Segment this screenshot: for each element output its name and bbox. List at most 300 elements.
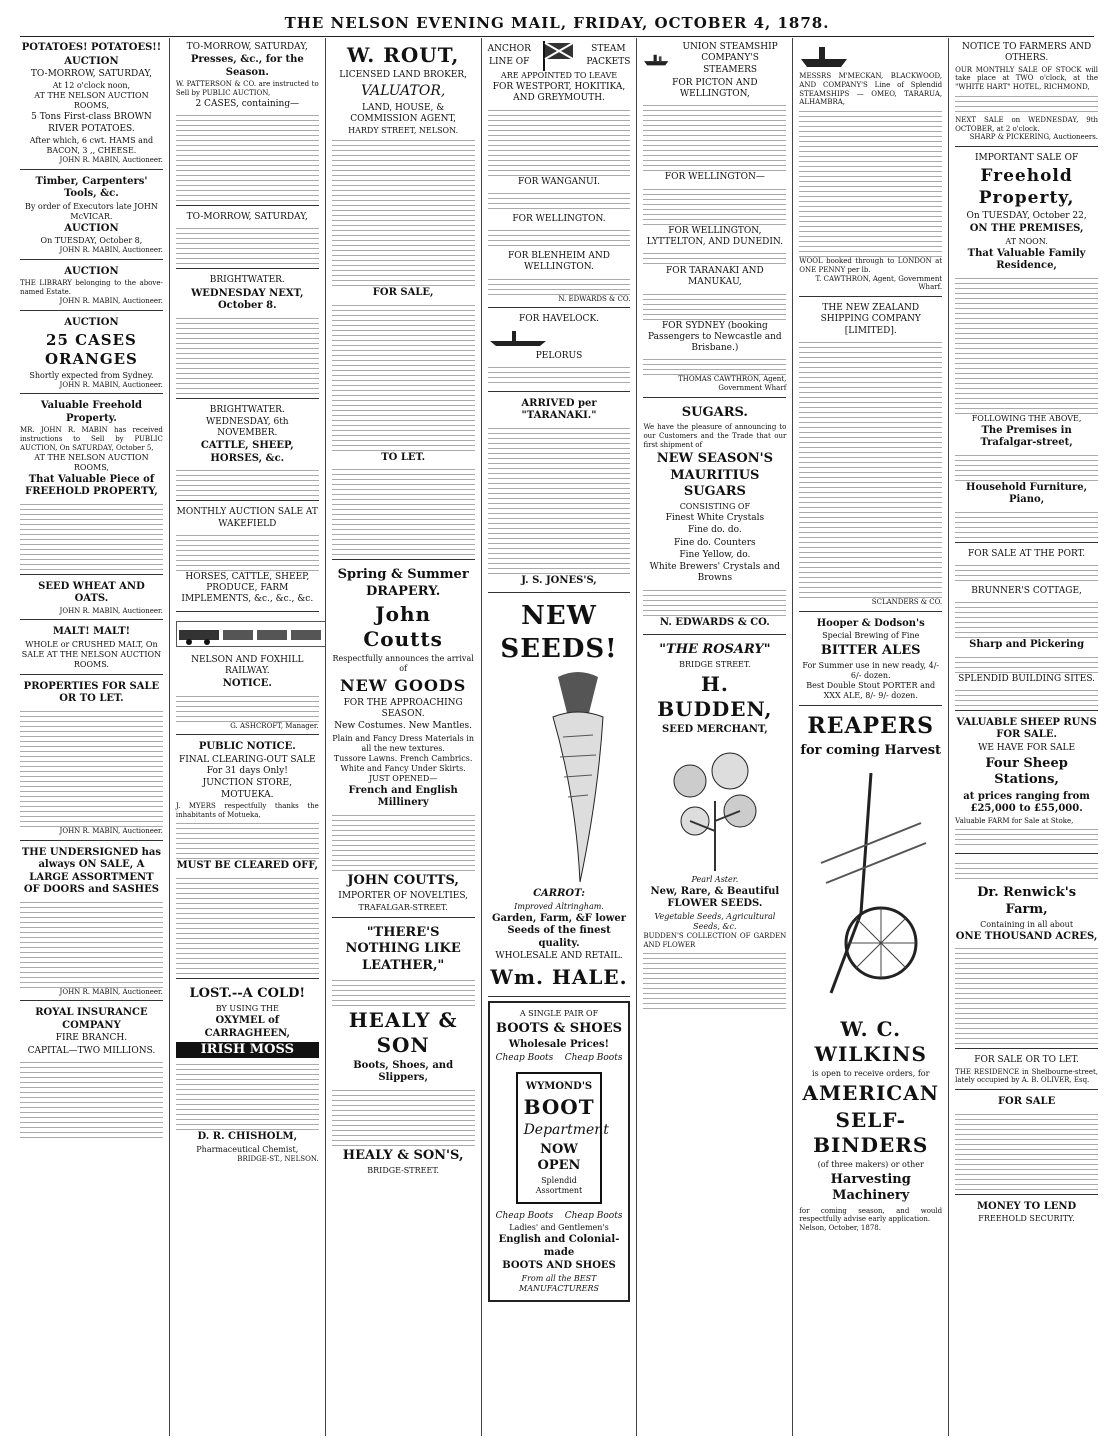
ad-filler-text (20, 707, 163, 827)
ad-subhead: FIRE BRANCH. (55, 1033, 128, 1044)
ad-subhead: ONE THOUSAND ACRES, (955, 930, 1098, 942)
ad-body: BY USING THE (215, 1004, 279, 1013)
ad-subhead: FREEHOLD SECURITY. (978, 1214, 1075, 1223)
ad-headline: BRIGHTWATER. (209, 404, 285, 415)
ad-subhead: The Premises in Trafalgar-street, (980, 424, 1073, 448)
ad-brightwater-nov (176, 401, 319, 502)
ad-body: is open to receive orders, for (812, 1069, 930, 1078)
ad-filler-text (955, 508, 1098, 538)
ad-headline: WYMOND'S (525, 1080, 593, 1092)
ad-date: TO-MORROW, SATURDAY, (186, 42, 308, 52)
ad-subhead: FOR THE APPROACHING SEASON. (343, 697, 463, 719)
ad-filler-text (176, 531, 319, 571)
ad-headline: John Coutts (363, 601, 443, 651)
ad-subhead: Boots, Shoes, and Slippers, (353, 1059, 454, 1084)
ad-headline: Four Sheep Stations, (985, 756, 1068, 788)
column-6 (793, 38, 949, 1436)
ad-subhead: ON THE PREMISES, (969, 223, 1084, 234)
ad-filler-text (332, 136, 475, 286)
ad-headline: ARRIVED per "TARANAKI." (521, 397, 597, 422)
ad-presses (176, 38, 319, 206)
ad-address: BRIDGE-STREET. (367, 1166, 440, 1175)
ad-headline: "THERE'S NOTHING LIKE LEATHER," (345, 925, 461, 973)
ad-subhead: PELORUS (535, 350, 583, 361)
ad-line: Plain and Fancy Dress Materials in all the new textures. (332, 733, 475, 753)
ad-union-steamship (643, 38, 786, 398)
ad-filler-text (955, 686, 1098, 706)
ad-body: ARE APPOINTED TO LEAVE (500, 71, 618, 80)
ad-port-sale (955, 545, 1098, 711)
ad-headline: PROPERTIES FOR SALE OR TO LET. (23, 680, 160, 705)
ad-body: MR. JOHN R. MABIN has received instructions to Sell by PUBLIC AUCTION, On SATURDAY, October 5, (20, 426, 163, 452)
ad-headline: NOTICE TO FARMERS AND OTHERS. (961, 42, 1092, 64)
ad-subhead: AUCTION (64, 55, 119, 67)
ad-headline: STEAM (591, 44, 626, 55)
ad-subhead: OXYMEL of CARRAGHEEN, (204, 1015, 290, 1039)
ad-filler-text (955, 653, 1098, 673)
ad-filler-text (643, 185, 786, 225)
ad-filler-text (176, 314, 319, 394)
steamship-icon (643, 45, 669, 73)
ad-signer: J. S. JONES'S, (521, 574, 597, 586)
ad-line: New Costumes. New Mantles. (334, 721, 473, 732)
ad-body: Valuable FARM for Sale at Stoke, (955, 816, 1074, 825)
ad-headline: W. C. WILKINS (814, 1017, 927, 1066)
ad-subhead: AUCTION (64, 316, 119, 328)
ad-cheap-boots: Cheap Boots (564, 1211, 623, 1221)
ad-headline: BITTER ALES (820, 643, 921, 658)
ad-signer: JOHN R. MABIN, Auctioneer. (59, 987, 163, 996)
ad-headline: MESSRS M'MECKAN, BLACKWOOD, AND COMPANY'S Line of Splendid STEAMSHIPS — OMEO, TARARUA, ALHAMBRA, (799, 72, 943, 107)
ad-filler-text (176, 819, 319, 859)
ad-subhead: HORSES, CATTLE, SHEEP, PRODUCE, FARM IMPLEMENTS, &c., &c., &c. (181, 571, 314, 605)
ad-body: FOLLOWING THE ABOVE, (971, 413, 1082, 423)
ad-subhead: VALUATOR, (360, 83, 446, 100)
ad-caption: Pearl Aster. (691, 874, 739, 884)
ad-body: THE LIBRARY belonging to the above-named Estate. (20, 279, 163, 296)
ad-address: BRIDGE-ST., NELSON. (237, 1154, 319, 1163)
ad-headline: Valuable Freehold Property. (40, 400, 142, 424)
ad-wakefield (176, 503, 319, 611)
ad-headline: THE NEW ZEALAND SHIPPING COMPANY [LIMITED]. (820, 303, 921, 336)
ad-nz-shipping (799, 299, 942, 612)
ad-headline: Hooper & Dodson's (816, 617, 925, 629)
ad-subhead: FOR WELLINGTON, LYTTELTON, AND DUNEDIN. (646, 225, 784, 247)
ad-seeds (488, 595, 631, 996)
ad-caption: Improved Altringham. (514, 901, 604, 911)
ad-headline: UNION STEAMSHIP COMPANY'S STEAMERS (682, 42, 778, 75)
ad-filler-text (955, 944, 1098, 1044)
ad-body: CONSISTING OF (679, 502, 751, 511)
ad-subhead: BRUNNER'S COTTAGE, (971, 585, 1082, 596)
ad-signer: N. EDWARDS & CO. (659, 616, 770, 628)
ad-signer: SHARP & PICKERING, Auctioneers. (969, 133, 1099, 142)
ad-body: for coming season, and would respectfully advise early application. (799, 1206, 943, 1224)
ad-saddle (176, 208, 319, 269)
ad-subhead: FOR WELLINGTON. (512, 213, 606, 224)
ad-reapers (799, 708, 942, 1237)
ad-headline: NEW SEEDS! (500, 601, 618, 664)
ad-filler-text (955, 825, 1098, 849)
ad-date: WEDNESDAY NEXT, October 8. (191, 287, 304, 311)
ad-body: From all the BEST MANUFACTURERS (519, 1273, 599, 1293)
ad-address: TRAFALGAR-STREET. (358, 903, 448, 912)
ad-hooper (799, 614, 942, 707)
ad-body: WOOL booked through to LONDON at ONE PENNY per lb. (799, 257, 943, 274)
ad-filler-text (176, 692, 319, 722)
ad-filler-text (176, 224, 319, 264)
ad-subhead: AUCTION (64, 222, 119, 234)
ad-subhead: TO LET. (381, 451, 426, 463)
ad-subhead: Department (523, 1122, 609, 1138)
ad-headline: FOR SALE OR TO LET. (974, 1055, 1079, 1066)
ad-body: We have the pleasure of announcing to our Customers and the Trade that our first shipment of (643, 423, 787, 449)
ad-money (955, 1197, 1098, 1229)
ad-headline: "THE ROSARY" (659, 642, 771, 657)
ad-anchor-line (488, 38, 631, 308)
ad-date: Nelson, October, 1878. (799, 1224, 881, 1232)
ad-body: Splendid Assortment (535, 1176, 583, 1195)
ad-headline: Spring & Summer DRAPERY. (337, 567, 469, 599)
ad-headline: BOOT (523, 1095, 595, 1119)
ad-subhead: Garden, Farm, &F lower Seeds of the finest quality. (491, 912, 627, 949)
ad-filler-text (20, 1058, 163, 1138)
ad-subhead: FOR SALE, (372, 287, 434, 299)
columns (14, 38, 1104, 1436)
ad-address: BRIDGE STREET. (679, 660, 751, 670)
ad-headline: AMERICAN (802, 1081, 940, 1105)
ad-headline: MALT! MALT! (52, 626, 131, 638)
ad-subhead: NEW GOODS (339, 675, 467, 695)
ad-subhead: FOR TARANAKI AND MANUKAU, (666, 266, 764, 288)
ad-date: On TUESDAY, October 8, (40, 236, 143, 245)
ad-body: Shortly expected from Sydney. (29, 370, 154, 380)
ad-line: JUST OPENED— (368, 773, 438, 783)
ad-brightwater (176, 271, 319, 398)
ad-subhead: SPLENDID BUILDING SITES. (958, 673, 1096, 684)
ad-oranges (20, 313, 163, 395)
ad-line: Finest White Crystals (665, 513, 765, 523)
ad-havelock (488, 310, 631, 392)
ad-filler-text (955, 561, 1098, 585)
ad-subhead: Wholesale Prices! (508, 1038, 610, 1050)
ad-headline: HEALY & SON (348, 1007, 458, 1057)
ad-subhead: at prices ranging from £25,000 to £55,000. (963, 790, 1090, 814)
train-illustration (176, 621, 326, 647)
ad-body: Special Brewing of Fine (822, 631, 920, 640)
ad-headline: THE UNDERSIGNED has always ON SALE, A LARGE ASSORTMENT OF DOORS and SASHES (21, 846, 162, 895)
ad-filler-text (332, 301, 475, 451)
ad-headline: H. BUDDEN, (657, 672, 773, 722)
ad-subhead: BOOTS AND SHOES (502, 1260, 616, 1272)
ad-jones (488, 394, 631, 594)
ad-mceckan (799, 38, 942, 297)
ad-filler-text (955, 1110, 1098, 1190)
ad-potatoes (20, 38, 163, 170)
ad-body: Best Double Stout PORTER and XXX ALE, 8/- 9/- dozen. (806, 681, 936, 701)
ad-body: J. MYERS respectfully thanks the inhabitants of Motueka, (175, 801, 319, 819)
ad-filler-text (955, 274, 1098, 414)
ad-headline: PACKETS (586, 56, 631, 67)
ad-headline: Presses, &c., for the Season. (190, 54, 304, 78)
ad-subhead: That Valuable Piece of FREEHOLD PROPERTY, (25, 473, 158, 497)
ad-body: After which, 6 cwt. HAMS and BACON, 3 ,, CHEESE. (29, 135, 154, 155)
ad-subhead: FOR WANGANUI. (518, 176, 601, 187)
ad-filler-text (176, 111, 319, 201)
ad-product-name: IRISH MOSS (176, 1042, 319, 1058)
column-3 (326, 38, 482, 1436)
ad-body: Pharmaceutical Chemist, (196, 1144, 299, 1154)
ad-headline: MONTHLY AUCTION SALE AT WAKEFIELD (176, 507, 318, 529)
ad-headline: FOR SALE (997, 1096, 1056, 1107)
ad-headline: SUGARS. (681, 404, 748, 420)
ad-time: AT NOON. (1005, 236, 1048, 246)
ad-filler-text (488, 363, 631, 387)
ad-filler-text (643, 249, 786, 265)
ad-filler-text (176, 466, 319, 496)
ad-filler-text (488, 106, 631, 176)
ad-signer: SCLANDERS & CO. (871, 597, 943, 606)
ad-address: HARDY STREET, NELSON. (348, 126, 459, 136)
ad-subhead: Sharp and Pickering (969, 639, 1085, 650)
ad-doors (20, 843, 163, 1002)
ad-subhead: CATTLE, SHEEP, HORSES, &c. (200, 440, 294, 464)
ad-filler-text (643, 949, 786, 1009)
ad-date: TO-MORROW, SATURDAY, (186, 212, 308, 222)
ad-body: (of three makers) or other (817, 1160, 924, 1169)
ad-subhead: SEED MERCHANT, (661, 724, 768, 736)
ad-cheap-boots: Cheap Boots (495, 1053, 554, 1064)
ad-subhead: MUST BE CLEARED OFF, (176, 860, 318, 872)
ad-filler-text (643, 355, 786, 375)
ad-date: On TUESDAY, October 22, (966, 210, 1087, 221)
ad-subhead: LICENSED LAND BROKER, (339, 70, 468, 80)
ad-headline: NELSON AND FOXHILL RAILWAY. (191, 654, 304, 676)
column-7 (949, 38, 1104, 1436)
ad-headline: 25 CASES ORANGES (44, 331, 138, 368)
ad-body: For Summer use in new ready, 4/- 6/- dozen. (802, 661, 940, 681)
ad-headline: NOW OPEN (537, 1141, 581, 1173)
ad-signer: JOHN R. MABIN, Auctioneer. (59, 826, 163, 835)
ad-body: WHOLE or CRUSHED MALT, On SALE AT THE NELSON AUCTION ROOMS. (21, 639, 162, 669)
steamship-icon (799, 41, 849, 69)
ad-filler-text (955, 92, 1098, 116)
ad-signer: HEALY & SON'S, (342, 1147, 464, 1163)
ad-filler-text (488, 189, 631, 213)
ad-line: Fine do. Counters (674, 537, 756, 548)
ad-subhead: FOR PICTON AND WELLINGTON, (672, 77, 758, 99)
ad-subhead: New, Rare, & Beautiful FLOWER SEEDS. (650, 885, 780, 910)
ad-body: OUR MONTHLY SALE OF STOCK will take place at TWO o'clock, at the "WHITE HART" HOTEL, RICHMOND, (955, 65, 1099, 91)
ad-headline: POTATOES! POTATOES!! (21, 42, 162, 53)
ad-body: THE RESIDENCE in Shelbourne-street, lately occupied by A. B. OLIVER, Esq. (955, 1067, 1099, 1085)
ad-line: White and Fancy Under Skirts. (340, 763, 466, 773)
ad-sugars (643, 400, 786, 635)
ad-library (20, 262, 163, 311)
ad-timber (20, 172, 163, 260)
ad-residence (955, 1051, 1098, 1090)
ad-railway (176, 614, 319, 736)
ad-seed (20, 577, 163, 621)
ad-headline: ROYAL INSURANCE COMPANY (35, 1007, 148, 1031)
ad-date: TO-MORROW, SATURDAY, (30, 69, 153, 79)
ad-body: Vegetable Seeds, Agricultural Seeds, &c. (654, 911, 776, 931)
ad-subhead: That Valuable Family Residence, (967, 247, 1086, 271)
ad-line: White Brewers' Crystals and Browns (649, 562, 781, 584)
ad-body: W. PATTERSON & CO. are instructed to Sell by PUBLIC AUCTION, (175, 80, 319, 97)
masthead: THE NELSON EVENING MAIL, FRIDAY, OCTOBER 4, 1878. (20, 14, 1094, 37)
ad-subhead: LAND, HOUSE, & COMMISSION AGENT, (350, 102, 457, 124)
ad-signer: JOHN R. MABIN, Auctioneer. (59, 606, 163, 615)
ad-body: NEXT SALE on WEDNESDAY, 9th OCTOBER, at 2 o'clock. (955, 115, 1099, 133)
ad-body: By order of Executors late JOHN McVICAR. (24, 201, 158, 221)
column-2 (170, 38, 326, 1436)
ad-freehold-property (955, 149, 1098, 543)
ad-subhead: FOR WESTPORT, HOKITIKA, AND GREYMOUTH. (492, 82, 626, 104)
ad-filler-text (799, 107, 942, 257)
ad-headline: Timber, Carpenters' Tools, &c. (35, 175, 148, 199)
ad-caption: CARROT: (533, 888, 585, 900)
ad-headline: W. ROUT, (346, 43, 460, 67)
ad-wymond-boots (488, 1001, 631, 1302)
ad-headline: NEW SEASON'S MAURITIUS SUGARS (656, 451, 773, 499)
ad-headline: BRIGHTWATER. (209, 275, 285, 286)
ad-filler-text (955, 598, 1098, 638)
ad-subhead: NOTICE. (222, 678, 272, 689)
ad-signer: T. CAWTHRON, Agent, Government Wharf. (815, 274, 943, 292)
carrot-illustration (488, 667, 638, 887)
ad-filler-text (332, 811, 475, 871)
ad-headline: ANCHOR (487, 44, 531, 55)
ad-filler-text (799, 338, 942, 598)
ad-farmers-notice (955, 38, 1098, 147)
ad-body: 5 Tons First-class BROWN RIVER POTATOES. (31, 112, 152, 134)
ad-body: Containing in all about (980, 919, 1074, 929)
ad-location: AT THE NELSON AUCTION ROOMS, (34, 91, 149, 111)
ad-subhead: Household Furniture, Piano, (966, 481, 1088, 505)
ad-headline: BOOTS & SHOES (495, 1020, 623, 1036)
ad-filler-text (488, 275, 631, 295)
ad-headline: PUBLIC NOTICE. (198, 741, 296, 753)
ad-body: Ladies' and Gentlemen's (509, 1223, 609, 1233)
ad-subhead: CAPITAL—TWO MILLIONS. (27, 1045, 156, 1056)
ad-line: Fine do. do. (688, 525, 742, 536)
ad-filler-text (643, 586, 786, 616)
ad-sheep-runs (955, 713, 1098, 855)
column-1 (14, 38, 170, 1436)
ad-signer: THOMAS CAWTHRON, Agent, Government Wharf (678, 375, 787, 392)
ad-signer: N. EDWARDS & CO. (558, 294, 631, 303)
ad-filler-text (176, 1060, 319, 1130)
ad-signer: JOHN R. MABIN, Auctioneer. (59, 380, 163, 389)
ad-subhead: English and Colonial-made (498, 1234, 620, 1258)
ad-filler-text (643, 101, 786, 171)
ad-headline: REAPERS (807, 713, 935, 740)
ad-public-notice (176, 737, 319, 979)
flag-icon (539, 41, 579, 71)
ad-location: AT THE NELSON AUCTION ROOMS, (34, 452, 149, 472)
ad-subhead: WHOLESALE AND RETAIL. (495, 951, 623, 962)
ad-line: Fine Yellow, do. (679, 549, 751, 560)
ad-filler-text (488, 424, 631, 574)
ad-signer: Wm. HALE. (490, 964, 628, 989)
ad-renwick (955, 856, 1098, 1049)
ad-subhead: FINAL CLEARING-OUT SALE For 31 days Only! (178, 754, 316, 776)
ad-rout (332, 38, 475, 560)
ad-body: A SINGLE PAIR OF (519, 1008, 599, 1018)
ad-headline: SEED WHEAT AND OATS. (38, 580, 145, 604)
ad-subhead: IMPORTER OF NOVELTIES, (338, 890, 469, 901)
ad-time: At 12 o'clock noon, (52, 81, 131, 91)
ad-irish-moss (176, 981, 319, 1168)
ad-rosary (643, 637, 786, 1013)
column-5 (637, 38, 793, 1436)
ad-headline: VALUABLE SHEEP RUNS FOR SALE. (956, 716, 1097, 741)
ad-body: BUDDEN'S COLLECTION OF GARDEN AND FLOWER (643, 931, 787, 949)
ad-subhead: FOR SYDNEY (booking Passengers to Newcastle and Brisbane.) (648, 320, 782, 353)
ad-filler-text (20, 898, 163, 988)
ad-subhead: 2 CASES, containing— (195, 98, 300, 109)
ad-filler-text (176, 874, 319, 974)
ad-headline: MONEY TO LEND (976, 1200, 1077, 1212)
ad-royal-insurance (20, 1003, 163, 1142)
ad-filler-text (643, 290, 786, 320)
ad-subhead: WE HAVE FOR SALE (978, 742, 1076, 753)
ad-body: Respectfully announces the arrival of (332, 653, 474, 673)
ad-healy (332, 920, 475, 1180)
aster-illustration (650, 741, 780, 871)
ad-signer: JOHN R. MABIN, Auctioneer. (59, 296, 163, 305)
ad-headline: LINE OF (488, 56, 530, 67)
ad-filler-text (332, 465, 475, 555)
ad-coutts (332, 562, 475, 918)
ad-date: WEDNESDAY, 6th NOVEMBER. (205, 416, 289, 438)
ad-signer: JOHN R. MABIN, Auctioneer. (59, 155, 163, 164)
ad-line: Tussore Lawns. French Cambrics. (333, 753, 473, 763)
ad-freehold (20, 396, 163, 574)
ad-filler-text (955, 451, 1098, 481)
ad-headline: FOR HAVELOCK. (518, 314, 600, 325)
ad-signer: G. ASHCROFT, Manager. (230, 721, 319, 730)
ad-subhead: JUNCTION STORE, MOTUEKA. (202, 778, 292, 800)
ad-headline: SELF-BINDERS (813, 1108, 929, 1157)
ad-subhead: FOR BLENHEIM AND WELLINGTON. (508, 251, 610, 273)
ad-properties (20, 677, 163, 841)
ad-filler-text (955, 859, 1098, 883)
ad-subhead: Harvesting Machinery (830, 1172, 911, 1204)
ad-headline: FOR SALE AT THE PORT. (968, 548, 1086, 559)
ad-signer: JOHN COUTTS, (347, 872, 459, 888)
ad-cheap-boots: Cheap Boots (495, 1211, 554, 1221)
ad-headline: Dr. Renwick's Farm, (977, 885, 1077, 917)
ad-subhead: FOR WELLINGTON— (664, 172, 765, 183)
ad-headline: Freehold Property, (978, 166, 1075, 208)
column-4 (482, 38, 638, 1436)
ad-headline: LOST.--A COLD! (189, 985, 306, 1001)
ad-filler-text (332, 1086, 475, 1146)
ad-malt (20, 622, 163, 675)
ad-subhead: for coming Harvest (800, 742, 942, 758)
ad-line: French and English Millinery (348, 784, 458, 808)
ad-filler-text (332, 976, 475, 1006)
ad-signer: D. R. CHISHOLM, (197, 1131, 298, 1143)
ad-cheap-boots: Cheap Boots (564, 1053, 623, 1064)
steamer-icon (488, 327, 548, 347)
ad-filler-text (488, 226, 631, 250)
reaper-machine-illustration (801, 763, 941, 1013)
ad-subhead: IMPORTANT SALE OF (974, 153, 1079, 163)
ad-signer: JOHN R. MABIN, Auctioneer. (59, 246, 163, 254)
